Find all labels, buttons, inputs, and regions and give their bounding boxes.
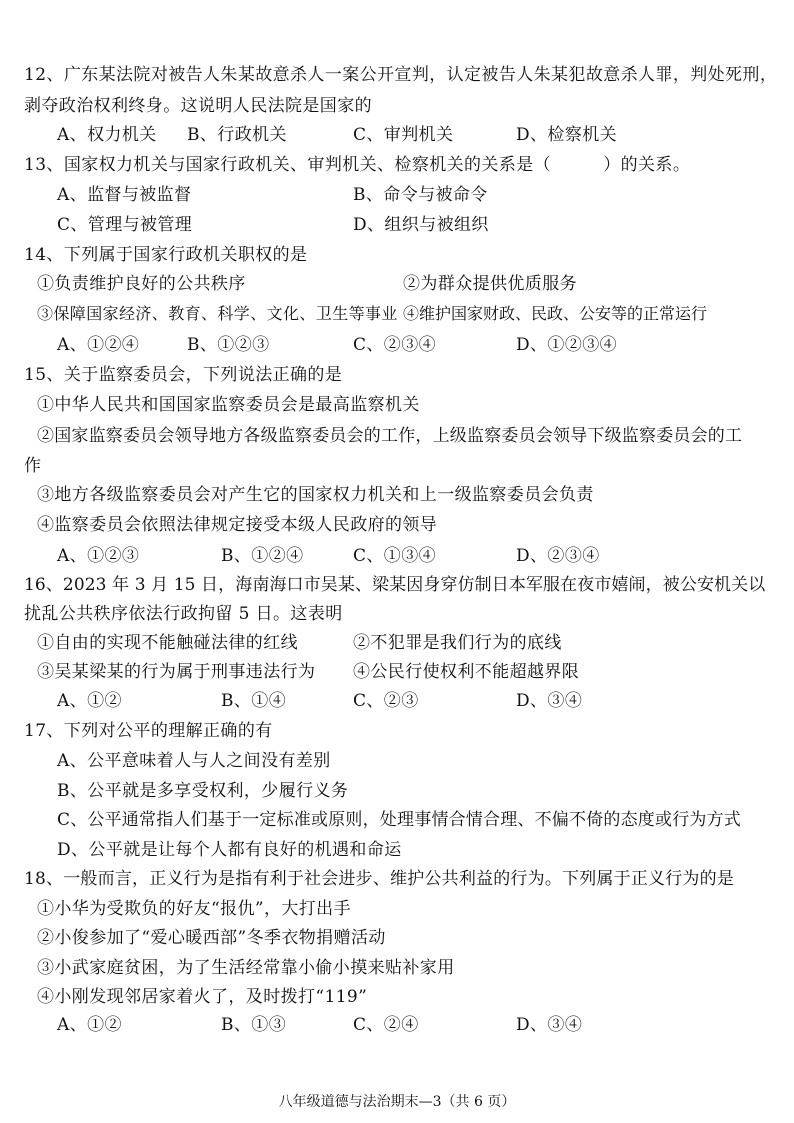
question-16-stem-line-1: 16、2023 年 3 月 15 日，海南海口市吴某、梁某因身穿仿制日本军服在夜市嬉闹，被公安机关以: [24, 575, 766, 595]
question-15-item-2-cont: 作: [24, 456, 42, 476]
question-12-option-b: B、行政机关: [187, 125, 287, 145]
question-18-item-3: ③小武家庭贫困，为了生活经常靠小偷小摸来贴补家用: [37, 958, 455, 978]
question-16-option-a: A、①②: [57, 691, 122, 711]
question-15-stem: 15、关于监察委员会，下列说法正确的是: [24, 365, 343, 385]
question-12-stem-line-2: 剥夺政治权利终身。这说明人民法院是国家的: [24, 96, 372, 116]
question-18-item-4: ④小刚发现邻居家着火了，及时拨打“119”: [37, 987, 368, 1007]
question-14-stem: 14、下列属于国家行政机关职权的是: [24, 245, 308, 265]
question-14-option-d: D、①②③④: [516, 335, 618, 355]
page-footer: 八年级道德与法治期末—3（共 6 页）: [278, 1094, 516, 1110]
question-17-option-b: B、公平就是多享受权利，少履行义务: [57, 781, 349, 801]
question-17-stem: 17、下列对公平的理解正确的有: [24, 721, 273, 741]
question-18-option-c: C、②④: [353, 1015, 419, 1035]
question-12-option-c: C、审判机关: [353, 125, 454, 145]
question-15-option-c: C、①③④: [353, 546, 437, 566]
question-12-stem-line-1: 12、广东某法院对被告人朱某故意杀人一案公开宣判，认定被告人朱某犯故意杀人罪，判处死刑，: [24, 65, 778, 85]
question-14-item-1: ①负责维护良好的公共秩序: [37, 274, 246, 294]
question-16-stem-line-2: 扰乱公共秩序依法行政拘留 5 日。这表明: [24, 604, 343, 624]
question-18-option-a: A、①②: [57, 1015, 122, 1035]
question-15-option-b: B、①②④: [221, 546, 304, 566]
question-18-option-b: B、①③: [221, 1015, 287, 1035]
question-14-item-4: ④维护国家财政、民政、公安等的正常运行: [403, 304, 708, 323]
question-14-option-b: B、①②③: [187, 335, 270, 355]
question-12-option-a: A、权力机关: [57, 125, 157, 145]
question-13-option-d: D、组织与被组织: [353, 215, 489, 235]
question-15-item-2: ②国家监察委员会领导地方各级监察委员会的工作，上级监察委员会领导下级监察委员会的工: [37, 426, 743, 446]
question-13-option-b: B、命令与被命令: [353, 185, 488, 205]
question-16-item-4: ④公民行使权利不能超越界限: [353, 662, 580, 682]
question-13-option-a: A、监督与被监督: [57, 185, 192, 205]
question-14-option-c: C、②③④: [353, 335, 437, 355]
question-13-option-c: C、管理与被管理: [57, 215, 193, 235]
question-17-option-c: C、公平通常指人们基于一定标准或原则，处理事情合情合理、不偏不倚的态度或行为方式: [57, 810, 742, 830]
question-14-item-3: ③保障国家经济、教育、科学、文化、卫生等事业: [37, 304, 398, 323]
question-18-item-2: ②小俊参加了“爱心暖西部”冬季衣物捐赠活动: [37, 928, 386, 948]
question-14-option-a: A、①②④: [57, 335, 140, 355]
question-18-stem: 18、一般而言，正义行为是指有利于社会进步、维护公共利益的行为。下列属于正义行为的是: [24, 869, 735, 889]
question-16-option-b: B、①④: [221, 691, 287, 711]
question-14-item-2: ②为群众提供优质服务: [403, 274, 577, 294]
question-15-option-a: A、①②③: [57, 546, 140, 566]
question-15-option-d: D、②③④: [516, 546, 600, 566]
question-18-item-1: ①小华为受欺负的好友“报仇”，大打出手: [37, 899, 351, 919]
question-17-option-a: A、公平意味着人与人之间没有差别: [57, 751, 331, 771]
question-16-item-3: ③吴某梁某的行为属于刑事违法行为: [37, 662, 316, 682]
question-16-item-1: ①自由的实现不能触碰法律的红线: [37, 633, 298, 653]
question-12-option-d: D、检察机关: [516, 125, 618, 145]
question-13-stem: 13、国家权力机关与国家行政机关、审判机关、检察机关的关系是（ ）的关系。: [24, 155, 691, 175]
question-16-item-2: ②不犯罪是我们行为的底线: [353, 633, 562, 653]
question-15-item-4: ④监察委员会依照法律规定接受本级人民政府的领导: [37, 515, 438, 535]
question-17-option-d: D、公平就是让每个人都有良好的机遇和命运: [57, 840, 402, 860]
question-18-option-d: D、③④: [516, 1015, 583, 1035]
question-16-option-d: D、③④: [516, 691, 583, 711]
question-15-item-3: ③地方各级监察委员会对产生它的国家权力机关和上一级监察委员会负责: [37, 485, 594, 505]
question-16-option-c: C、②③: [353, 691, 419, 711]
question-15-item-1: ①中华人民共和国国家监察委员会是最高监察机关: [37, 395, 420, 415]
